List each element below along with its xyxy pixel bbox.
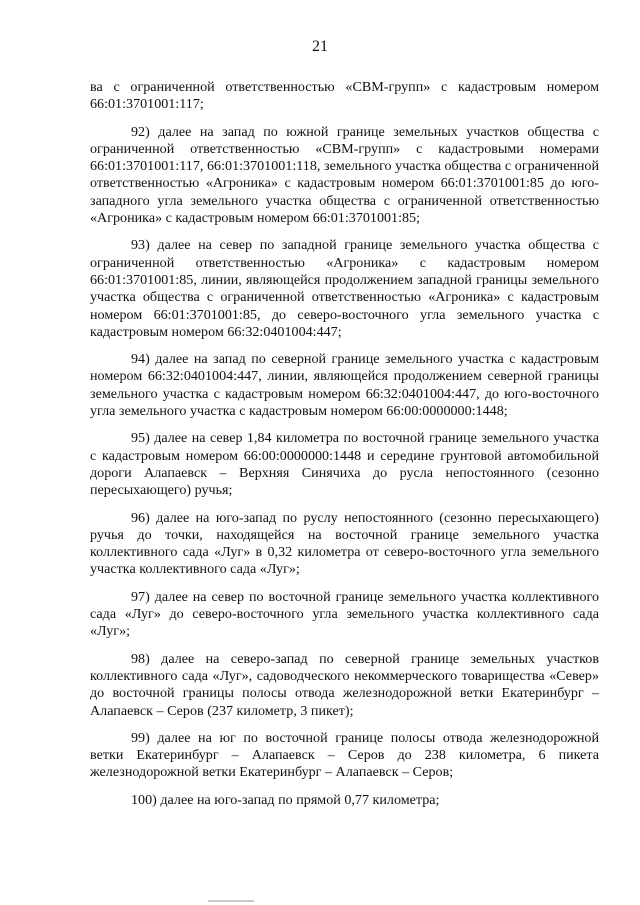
document-body: [90, 79, 599, 819]
paragraph-97: 97) далее на север по восточной границе земельного участка коллективного сада «Луг» до северо-восточного угла земельного участка коллективного сада «Луг»;: [90, 588, 599, 640]
paragraph-93: 93) далее на север по западной границе земельного участка общества с ограниченной ответственностью «Агроника» с кадастровым номером 66:01:3701001:85, линии, являющейся продолжением западной границы земельного участка общества с ограниченной ответственностью «Агроника» с кадастровым номером 66:01:3701001:85, до северо-восточного угла земельного участка с кадастровым номером 66:32:0401004:447;: [90, 237, 599, 340]
scan-artifact-mark: [208, 900, 254, 902]
paragraph-99: 99) далее на юг по восточной границе полосы отвода железнодорожной ветки Екатеринбург – Алапаевск – Серов до 238 километра, 6 пикета железнодорожной ветки Екатеринбург – Алапаевск – Серов;: [90, 729, 599, 781]
paragraph-92: 92) далее на запад по южной границе земельных участков общества с ограниченной ответственностью «СВМ-групп» с кадастровыми номерами 66:01:3701001:117, 66:01:3701001:118, земельного участка общества с ограниченной ответственностью «Агроника» с кадастровым номером 66:01:3701001:85 до юго-западного угла земельного участка общества с ограниченной ответственностью «Агроника» с кадастровым номером 66:01:3701001:85;: [90, 123, 599, 227]
paragraph-91-continuation: ва с ограниченной ответственностью «СВМ-групп» с кадастровым номером 66:01:3701001:117;: [90, 79, 599, 113]
paragraph-96: 96) далее на юго-запад по руслу непостоянного (сезонно пересыхающего) ручья до точки, находящейся на восточной границе земельного участка коллективного сада «Луг» в 0,32 километра от северо-восточного угла земельного участка коллективного сада «Луг»;: [90, 509, 599, 578]
paragraph-100: 100) далее на юго-запад по прямой 0,77 километра;: [131, 791, 440, 808]
paragraph-98: 98) далее на северо-запад по северной границе земельных участков коллективного сада «Луг», садоводческого некоммерческого товарищества «Север» до восточной границы полосы отвода железнодорожной ветки Екатеринбург – Алапаевск – Серов (237 километр, 3 пикет);: [90, 650, 599, 719]
paragraph-94: 94) далее на запад по северной границе земельного участка с кадастровым номером 66:32:0401004:447, линии, являющейся продолжением северной границы земельного участка с кадастровым номером 66:32:0401004:447, до юго-восточного угла земельного участка с кадастровым номером 66:00:0000000:1448;: [90, 351, 599, 420]
page-number: 21: [312, 38, 328, 55]
paragraph-95: 95) далее на север 1,84 километра по восточной границе земельного участка с кадастровым номером 66:00:0000000:1448 и середине грунтовой автомобильной дороги Алапаевск – Верхняя Синячиха до русла непостоянного (сезонно пересыхающего) ручья;: [90, 430, 599, 499]
